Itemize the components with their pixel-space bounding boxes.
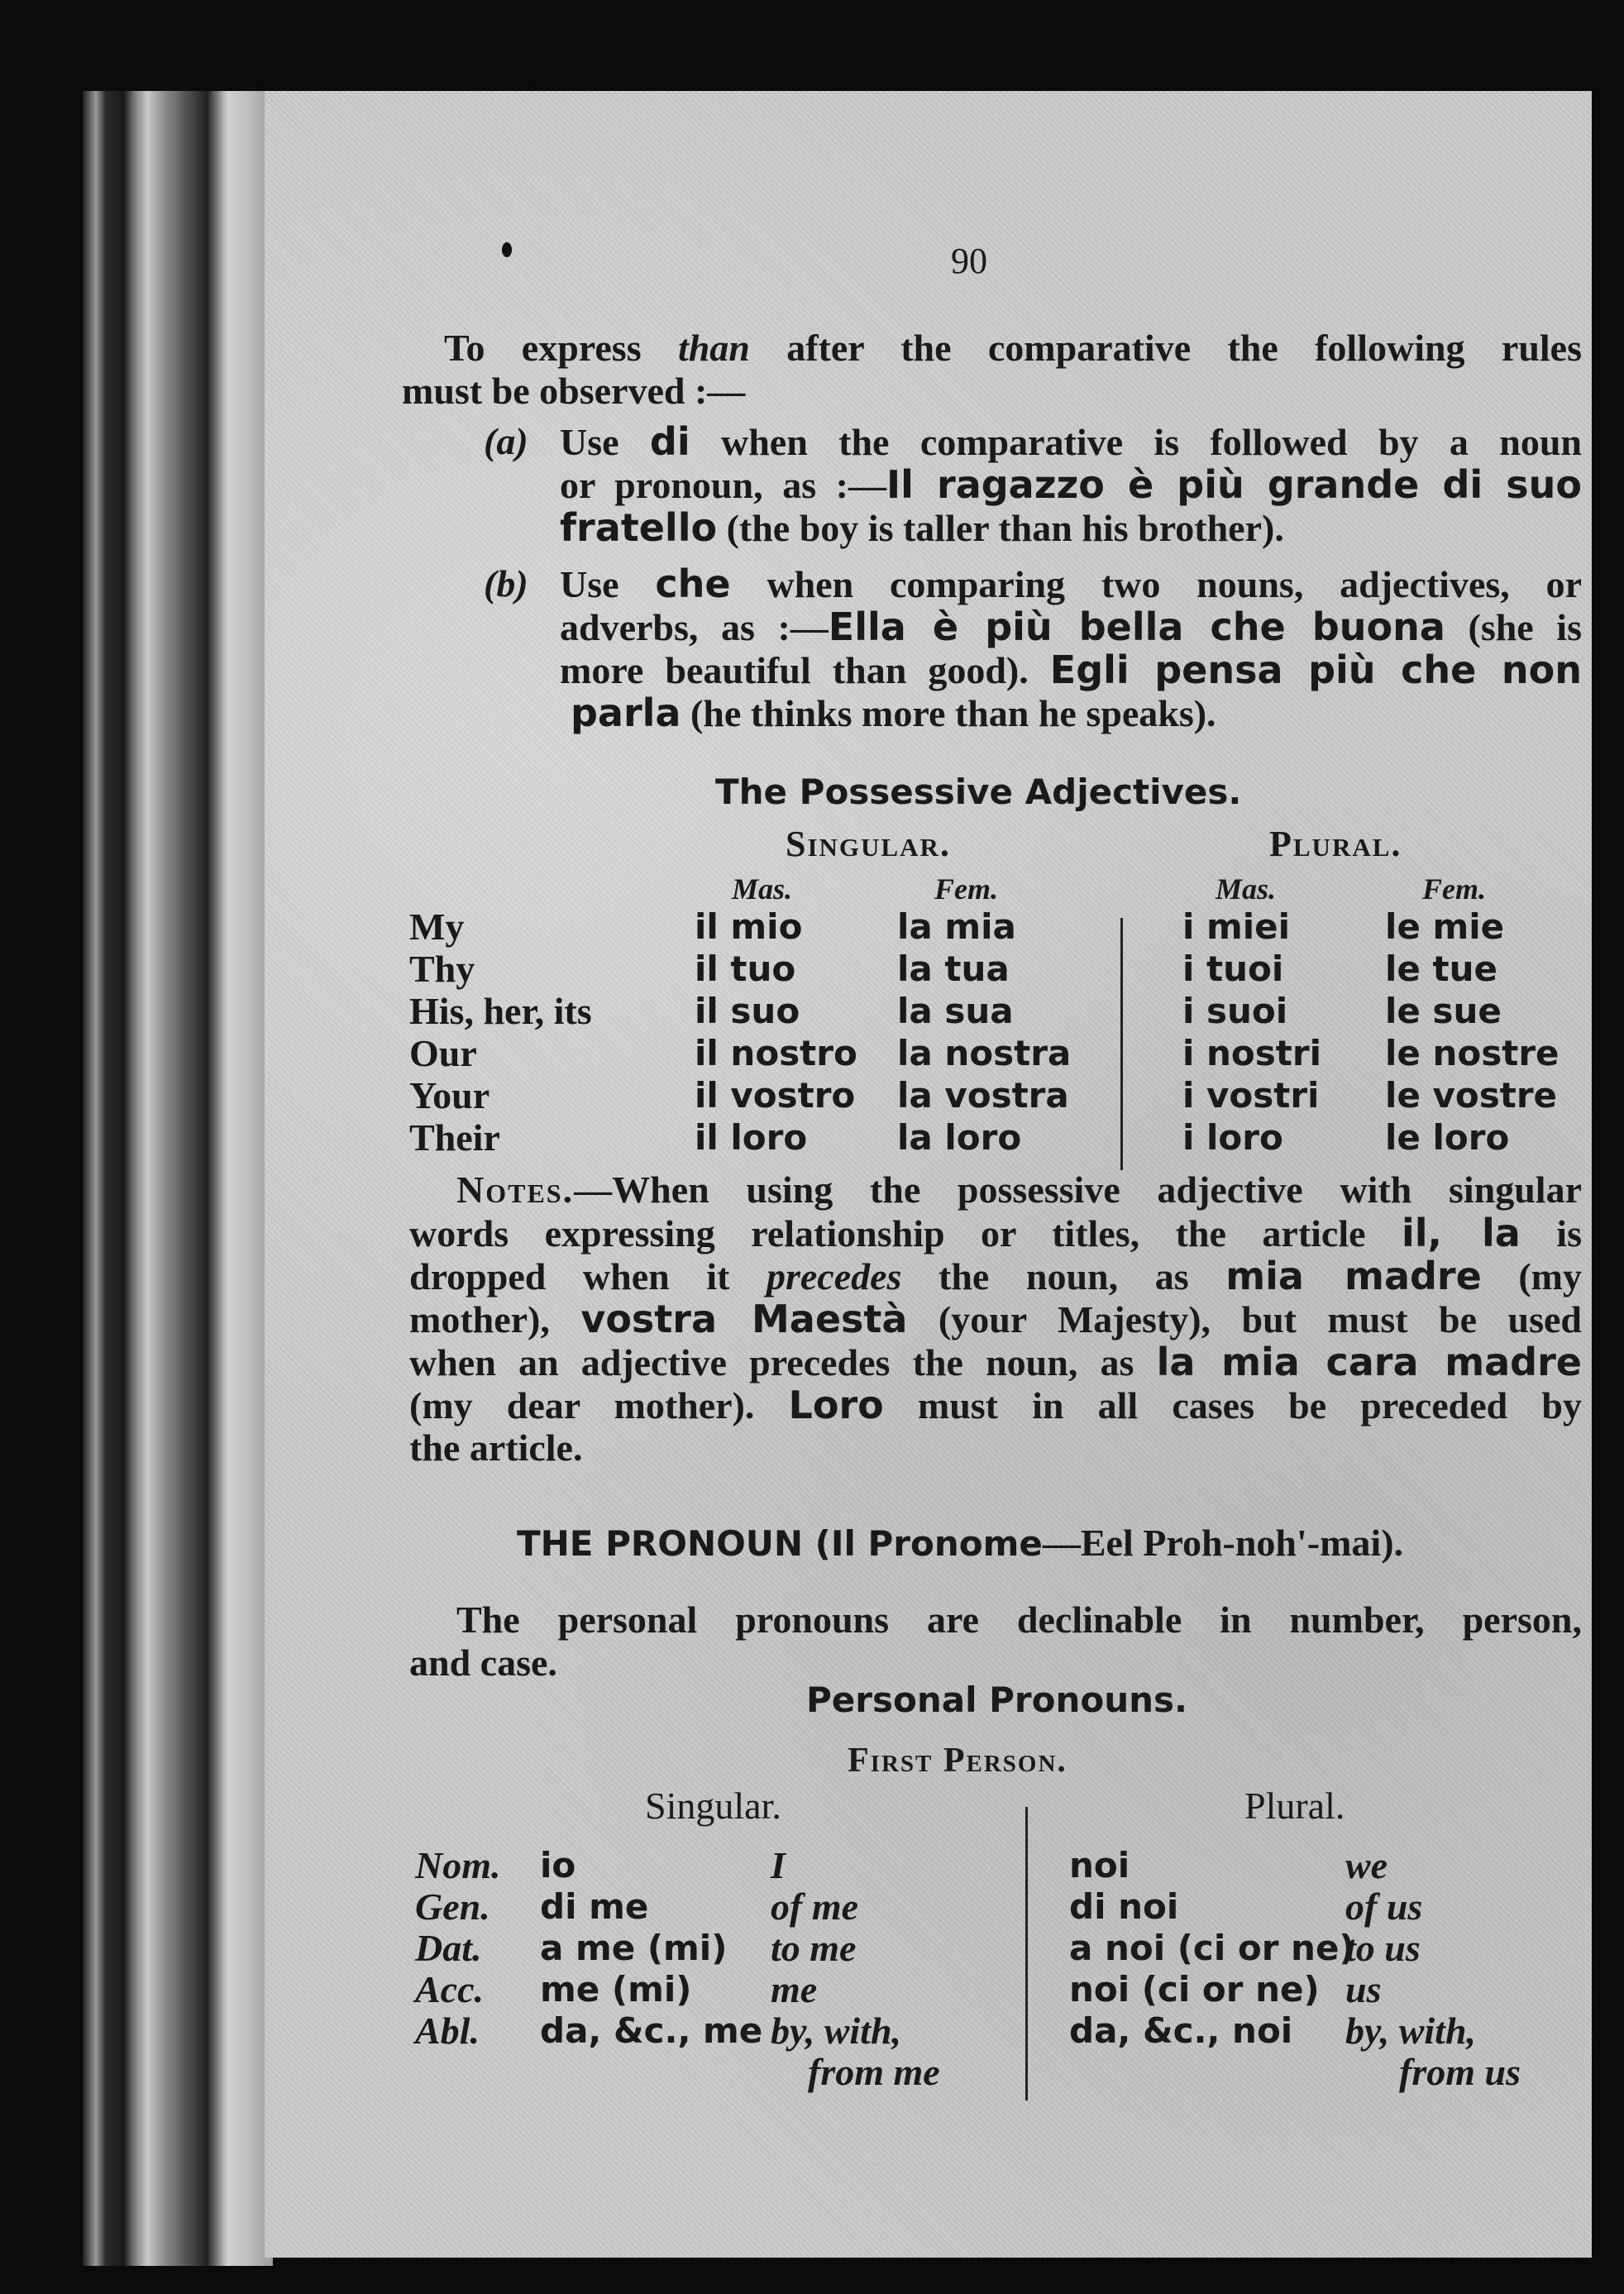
pronoun-singular-italian: a me (mi) — [540, 1928, 728, 1968]
possessive-english: Our — [409, 1032, 477, 1074]
possessive-sing-fem: la vostra — [897, 1075, 1069, 1116]
possessive-plur-fem: le mie — [1385, 906, 1505, 947]
pronoun-singular-english: me — [771, 1968, 818, 2010]
pronoun-case: Gen. — [415, 1885, 490, 1928]
pronoun-case: Dat. — [415, 1927, 482, 1969]
pronoun-plural-english: of us — [1345, 1885, 1423, 1928]
pronoun-singular-english: I — [771, 1844, 786, 1886]
notes-line-1: Notes.—When using the possessive adjective with singular — [456, 1169, 1582, 1211]
possessive-title: The Possessive Adjectives. — [715, 772, 1242, 812]
rule-b-line-1: Use che when comparing two nouns, adjectives, or — [560, 562, 1582, 606]
pronoun-singular-italian: io — [540, 1845, 576, 1885]
page-number: 90 — [951, 241, 987, 281]
possessive-column-divider — [1120, 918, 1123, 1170]
pronoun-column-divider — [1025, 1807, 1028, 2100]
possessive-singular-heading: Singular. — [786, 824, 951, 864]
pronoun-singular-english: by, with, — [771, 2010, 902, 2052]
possessive-sing-mas: il nostro — [695, 1033, 857, 1073]
rule-b-line-4: parla (he thinks more than he speaks). — [571, 691, 1216, 735]
intro-line-2: must be observed :— — [402, 370, 746, 412]
intro-line-1: To express than after the comparative the following rules — [444, 327, 1582, 369]
possessive-plur-mas: i tuoi — [1182, 949, 1284, 989]
pronoun-singular-english: of me — [771, 1885, 859, 1928]
possessive-plur-mas: i miei — [1182, 906, 1291, 947]
pronoun-plural-english: to us — [1345, 1927, 1421, 1969]
possessive-english: My — [409, 906, 465, 948]
possessive-plur-mas: i loro — [1182, 1117, 1283, 1158]
book-page — [265, 91, 1592, 2258]
possessive-plur-mas: i suoi — [1182, 991, 1288, 1031]
book-spine — [83, 91, 273, 2266]
pronoun-singular-english: to me — [771, 1927, 857, 1969]
possessive-plur-fem: le sue — [1385, 991, 1502, 1031]
pronoun-plural-italian: da, &c., noi — [1069, 2010, 1293, 2051]
possessive-sing-mas: il mio — [695, 906, 803, 947]
notes-line-4: mother), vostra Maestà (your Majesty), but must be used — [409, 1297, 1582, 1341]
possessive-sing-fem: la nostra — [897, 1033, 1072, 1073]
pronoun-plural-english-continued: from us — [1399, 2051, 1521, 2093]
pronoun-case: Abl. — [415, 2010, 480, 2052]
rule-b-line-2: adverbs, as :—Ella è più bella che buona (she is — [560, 605, 1582, 649]
possessive-sing-mas: il suo — [695, 991, 800, 1031]
pronoun-case: Acc. — [415, 1968, 485, 2010]
pronoun-plural-english: us — [1345, 1968, 1382, 2010]
col-mas-plural: Mas. — [1216, 872, 1277, 906]
personal-pronouns-title: Personal Pronouns. — [806, 1680, 1187, 1720]
possessive-plural-heading: Plural. — [1269, 824, 1402, 864]
pronoun-plural-english: we — [1345, 1844, 1388, 1886]
pronoun-intro-line-1: The personal pronouns are declinable in number, person, — [456, 1599, 1582, 1641]
pronoun-intro-line-2: and case. — [409, 1642, 557, 1684]
possessive-sing-fem: la loro — [897, 1117, 1022, 1158]
col-fem-singular: Fem. — [934, 872, 998, 906]
pronoun-heading: THE PRONOUN (Il Pronome—Eel Proh-noh'-mai). — [517, 1522, 1404, 1564]
pronoun-singular-italian: da, &c., me — [540, 2010, 763, 2051]
notes-line-6: (my dear mother). Loro must in all cases be preceded by — [409, 1383, 1582, 1427]
rule-a-label: (a) — [484, 420, 528, 462]
notes-line-3: dropped when it precedes the noun, as mia madre (my — [409, 1254, 1583, 1298]
pronoun-singular-heading: Singular. — [645, 1785, 781, 1827]
possessive-sing-mas: il tuo — [695, 949, 796, 989]
first-person-subtitle: First Person. — [848, 1742, 1068, 1780]
notes-line-5: when an adjective precedes the noun, as la mia cara madre — [409, 1340, 1582, 1384]
pronoun-singular-italian: me (mi) — [540, 1969, 692, 2010]
possessive-english: Thy — [409, 948, 475, 990]
possessive-plur-fem: le tue — [1385, 949, 1497, 989]
pronoun-plural-italian: a noi (ci or ne) — [1069, 1928, 1355, 1968]
rule-b-label: (b) — [484, 562, 528, 605]
pronoun-plural-english: by, with, — [1345, 2010, 1477, 2052]
possessive-sing-fem: la mia — [897, 906, 1016, 947]
pronoun-singular-english-continued: from me — [808, 2051, 940, 2093]
possessive-plur-mas: i vostri — [1182, 1075, 1320, 1116]
pronoun-plural-italian: noi (ci or ne) — [1069, 1969, 1320, 2010]
col-mas-singular: Mas. — [732, 872, 793, 906]
possessive-english: His, her, its — [409, 990, 592, 1032]
col-fem-plural: Fem. — [1422, 872, 1486, 906]
pronoun-singular-italian: di me — [540, 1886, 649, 1927]
possessive-english: Their — [409, 1116, 500, 1159]
pronoun-case: Nom. — [415, 1844, 501, 1886]
rule-a-line-3: fratello (the boy is taller than his brother). — [560, 505, 1284, 550]
ink-speck — [502, 242, 512, 257]
notes-line-7: the article. — [409, 1427, 583, 1469]
possessive-sing-fem: la tua — [897, 949, 1010, 989]
possessive-plur-fem: le vostre — [1385, 1075, 1558, 1116]
possessive-plur-mas: i nostri — [1182, 1033, 1321, 1073]
rule-a-line-1: Use di when the comparative is followed by a noun — [560, 419, 1582, 464]
possessive-sing-fem: la sua — [897, 991, 1014, 1031]
possessive-plur-fem: le nostre — [1385, 1033, 1560, 1073]
possessive-english: Your — [409, 1074, 490, 1116]
pronoun-plural-italian: di noi — [1069, 1886, 1179, 1927]
possessive-sing-mas: il loro — [695, 1117, 808, 1158]
pronoun-plural-italian: noi — [1069, 1845, 1130, 1885]
notes-line-2: words expressing relationship or titles, the article il, la is — [409, 1211, 1582, 1255]
rule-a-line-2: or pronoun, as :—Il ragazzo è più grande di suo — [560, 462, 1582, 507]
pronoun-plural-heading: Plural. — [1244, 1785, 1345, 1827]
possessive-plur-fem: le loro — [1385, 1117, 1510, 1158]
possessive-sing-mas: il vostro — [695, 1075, 856, 1116]
rule-b-line-3: more beautiful than good). Egli pensa più che non — [560, 648, 1582, 692]
